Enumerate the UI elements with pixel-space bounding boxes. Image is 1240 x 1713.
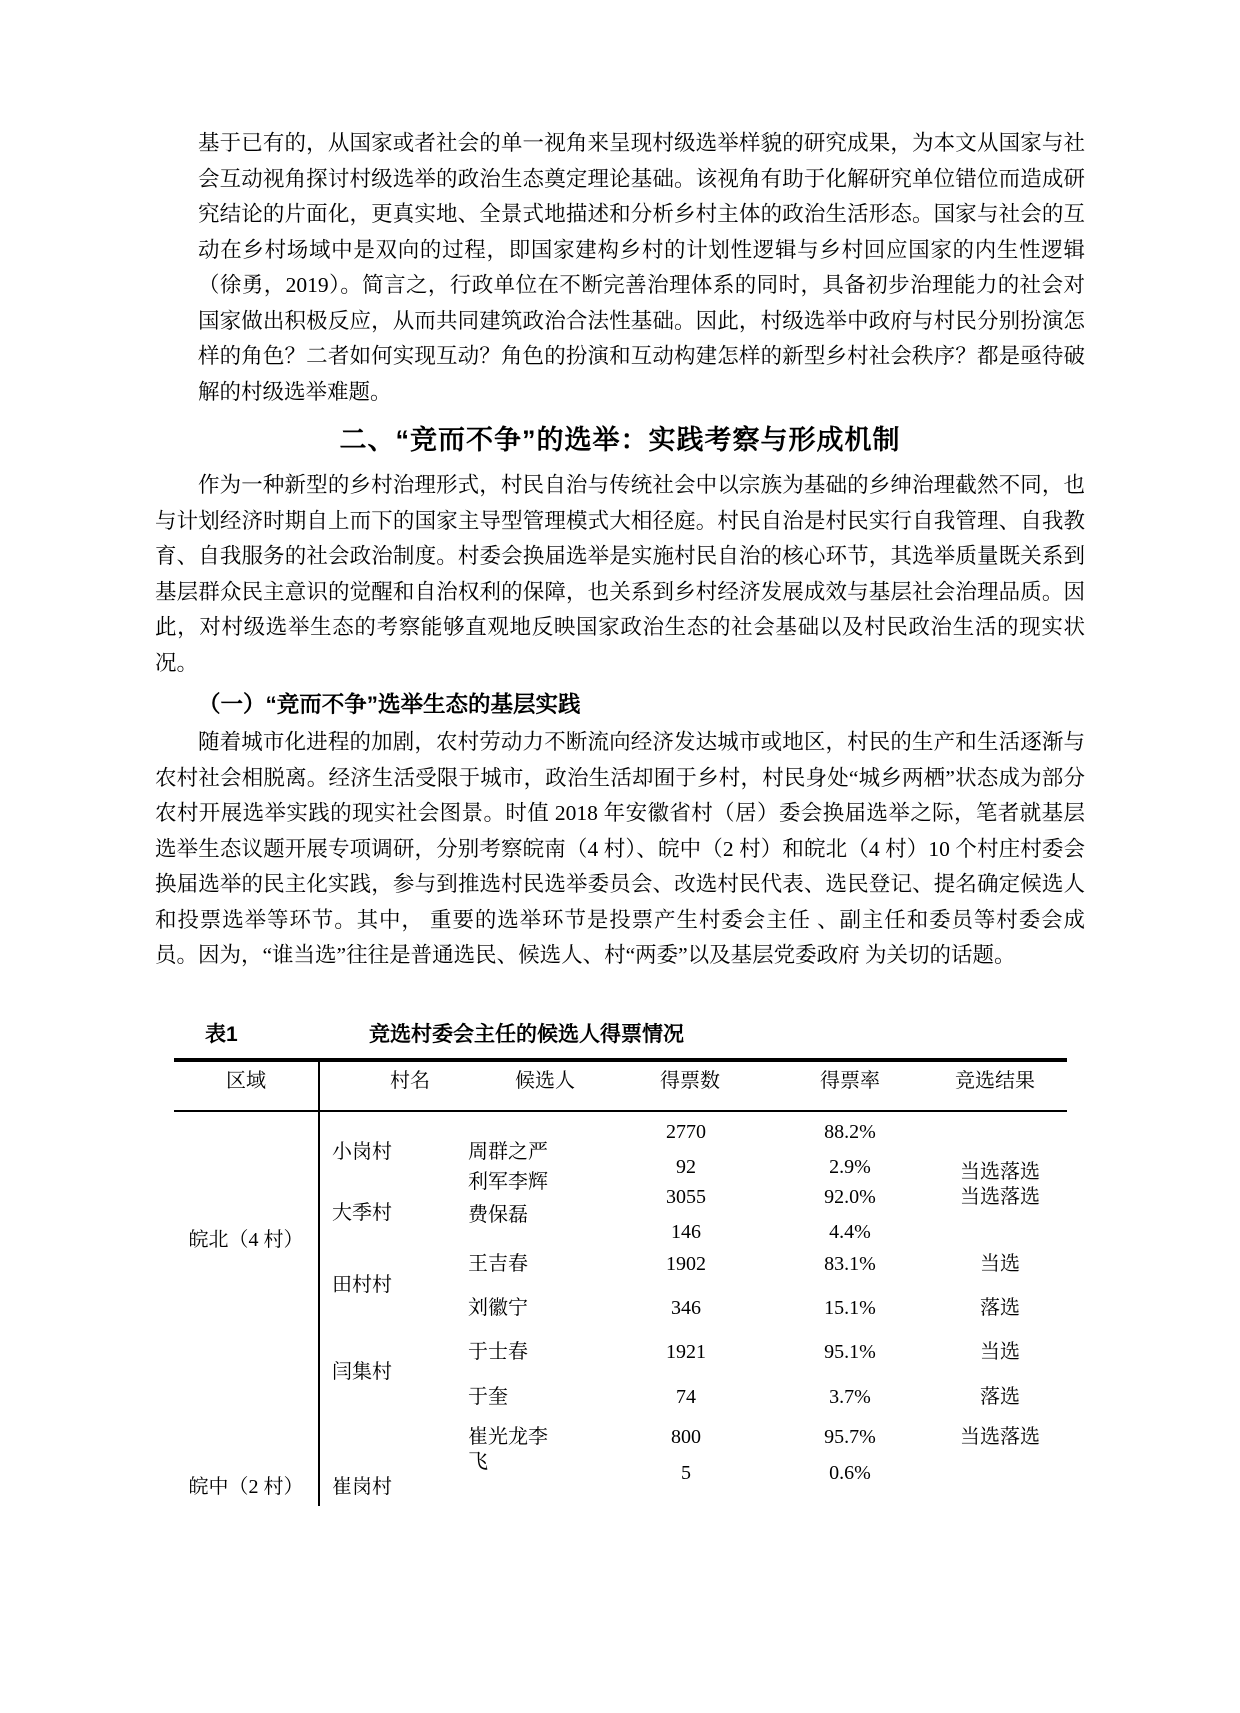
table-1 [0, 1022, 1240, 1713]
table-cell-votes: 346 [671, 1297, 701, 1319]
table-cell-votes: 2770 [666, 1121, 706, 1143]
table-cell-votes: 146 [671, 1221, 701, 1243]
text-column [155, 126, 1085, 974]
table-cell-result: 落选 [980, 1386, 1020, 1408]
table-cell-rate: 15.1% [824, 1297, 876, 1319]
table-cell-result: 当选 [980, 1341, 1020, 1363]
table-header-candidate: 候选人 [515, 1070, 575, 1092]
paragraph-survey: 随着城市化进程的加剧，农村劳动力不断流向经济发达城市或地区，村民的生产和生活逐渐与农村社会相脱离。经济生活受限于城市，政治生活却囿于乡村，村民身处“城乡两栖”状态成为部分农村开展选举实践的现实社会图景。时值 2018 年安徽省村（居）委会换届选举之际，笔者就基层选举生态议题开展专项调研，分别考察皖南（4 村）、皖中（2 村）和皖北（4 村）10 个村庄村委会换届选举的民主化实践，参与到推选村民选举委员会、改选村民代表、选民登记、提名确定候选人和投票选举等环节。其中， 重要的选举环节是投票产生村委会主任 、副主任和委员等村委会成员。因为，“谁当选”往往是普通选民、候选人、村“两委”以及基层党委政府 为关切的话题。 [155, 730, 1085, 967]
table-cell-candidate: 刘徽宁 [468, 1297, 528, 1319]
table-cell-votes: 800 [671, 1426, 701, 1448]
table-cell-region: 皖北（4 村） [188, 1229, 304, 1251]
table-cell-votes: 74 [676, 1386, 696, 1408]
table-cell-rate: 92.0% [824, 1186, 876, 1208]
intro-paragraph: 基于已有的，从国家或者社会的单一视角来呈现村级选举样貌的研究成果，为本文从国家与社会互动视角探讨村级选举的政治生态奠定理论基础。该视角有助于化解研究单位错位而造成研究结论的片面化，更真实地、全景式地描述和分析乡村主体的政治生活形态。国家与社会的互动在乡村场域中是双向的过程，即国家建构乡村的计划性逻辑与乡村回应国家的内生性逻辑（徐勇，2019）。简言之，行政单位在不断完善治理体系的同时，具备初步治理能力的社会对国家做出积极反应，从而共同建筑政治合法性基础。因此，村级选举中政府与村民分别扮演怎样的角色？二者如何实现互动？角色的扮演和互动构建怎样的新型乡村社会秩序？都是亟待破解的村级选举难题。 [198, 131, 1085, 404]
table-cell-village: 崔岗村 [332, 1476, 392, 1498]
table-header-votes: 得票数 [660, 1070, 720, 1092]
paragraph-village-autonomy: 作为一种新型的乡村治理形式，村民自治与传统社会中以宗族为基础的乡绅治理截然不同，也与计划经济时期自上而下的国家主导型管理模式大相径庭。村民自治是村民实行自我管理、自我教育、自我服务的社会政治制度。村委会换届选举是实施村民自治的核心环节，其选举质量既关系到基层群众民主意识的觉醒和自治权利的保障，也关系到乡村经济发展成效与基层社会治理品质。因此，对村级选举生态的考察能够直观地反映国家政治生态的社会基础以及村民政治生活的现实状况。 [155, 473, 1085, 675]
table-cell-rate: 0.6% [829, 1462, 871, 1484]
table-header-rule [174, 1110, 1067, 1112]
table-cell-rate: 4.4% [829, 1221, 871, 1243]
table-cell-result: 当选 [980, 1253, 1020, 1275]
table-cell-rate: 88.2% [824, 1121, 876, 1143]
table-cell-candidate: 于士春 [468, 1341, 528, 1363]
table-cell-rate: 2.9% [829, 1156, 871, 1178]
table-cell-result: 落选 [980, 1297, 1020, 1319]
table-cell-votes: 1902 [666, 1253, 706, 1275]
table-cell-village: 大季村 [332, 1202, 392, 1224]
table-header-village: 村名 [390, 1070, 430, 1092]
table-cell-result: 当选落选 [960, 1161, 1040, 1183]
table-cell-candidate: 飞 [468, 1451, 488, 1473]
table-header-rate: 得票率 [820, 1070, 880, 1092]
table-cell-rate: 3.7% [829, 1386, 871, 1408]
table-cell-village: 小岗村 [332, 1141, 392, 1163]
table-cell-result: 当选落选 [960, 1186, 1040, 1208]
section-heading: 二、“竞而不争”的选举：实践考察与形成机制 [339, 425, 901, 455]
table-cell-rate: 95.1% [824, 1341, 876, 1363]
table-header-region: 区域 [226, 1070, 266, 1092]
table-cell-rate: 83.1% [824, 1253, 876, 1275]
table-cell-candidate: 崔光龙李 [468, 1426, 548, 1448]
table-cell-region: 皖中（2 村） [188, 1476, 304, 1498]
table-cell-candidate: 于奎 [468, 1386, 508, 1408]
table-cell-candidate: 费保磊 [468, 1204, 528, 1226]
table-top-rule [174, 1058, 1067, 1062]
table-cell-candidate: 王吉春 [468, 1253, 528, 1275]
table-caption: 竞选村委会主任的候选人得票情况 [369, 1023, 684, 1046]
table-cell-candidate: 利军李辉 [468, 1171, 548, 1193]
table-cell-candidate: 周群之严 [468, 1141, 548, 1163]
table-cell-result: 当选落选 [960, 1426, 1040, 1448]
subsection-heading: （一）“竞而不争”选举生态的基层实践 [198, 692, 581, 717]
table-cell-votes: 92 [676, 1156, 696, 1178]
table-cell-votes: 5 [681, 1462, 691, 1484]
table-cell-rate: 95.7% [824, 1426, 876, 1448]
table-label: 表1 [205, 1023, 238, 1046]
table-header-result: 竞选结果 [955, 1070, 1035, 1092]
table-cell-votes: 1921 [666, 1341, 706, 1363]
table-cell-votes: 3055 [666, 1186, 706, 1208]
table-cell-village: 闫集村 [332, 1361, 392, 1383]
table-cell-village: 田村村 [332, 1274, 392, 1296]
table-column-divider [318, 1058, 320, 1506]
